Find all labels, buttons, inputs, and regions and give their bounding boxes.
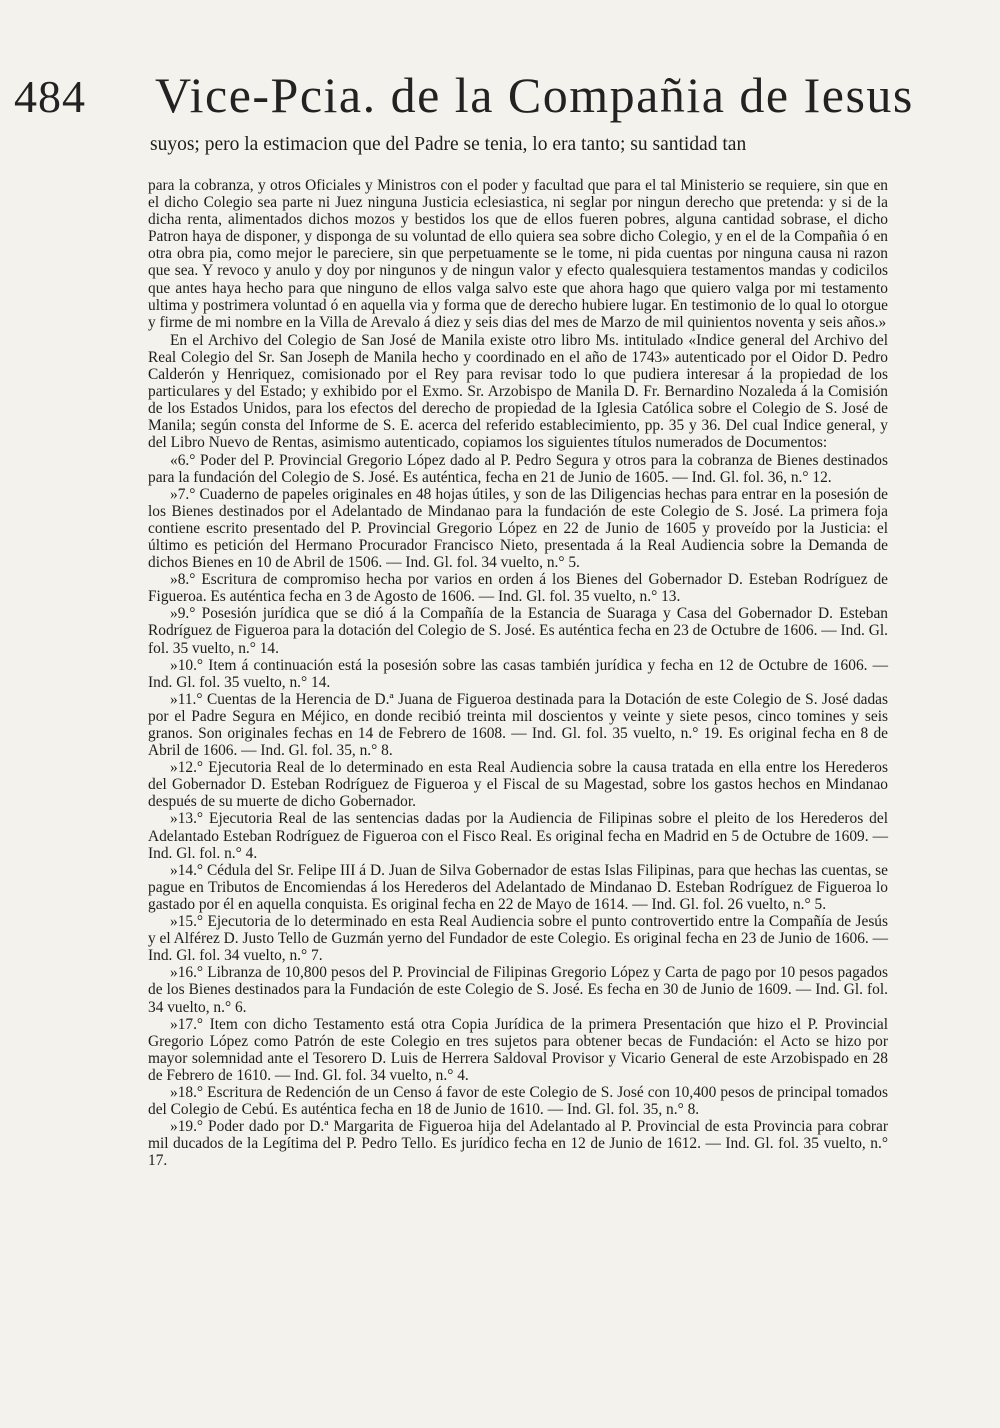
document-entry: »19.° Poder dado por D.ª Margarita de Figueroa hija del Adelantado al P. Provincial de esta Provincia para cobrar mil ducados de la Legítima del P. Pedro Tello. Es jurídico fecha en 12 de Junio de 1612. — Ind. Gl. fol. 35 vuelto, n.° 17.: [148, 1118, 888, 1170]
body-text: [148, 177, 888, 1169]
document-entry: »8.° Escritura de compromiso hecha por varios en orden á los Bienes del Gobernador D. Esteban Rodríguez de Figueroa. Es auténtica fecha en 3 de Agosto de 1606. — Ind. Gl. fol. 35 vuelto, n.° 13.: [148, 571, 888, 606]
document-entry: »14.° Cédula del Sr. Felipe III á D. Juan de Silva Gobernador de estas Islas Filipinas, para que hechas las cuentas, se pague en Tributos de Encomiendas á los Herederos del Adelantado de Mindanao D. Esteban Rodríguez de Figueroa lo gastado por él en aquella conquista. Es original fecha en 22 de Mayo de 1614. — Ind. Gl. fol. 26 vuelto, n.° 5.: [148, 861, 888, 913]
document-entry: »17.° Item con dicho Testamento está otra Copia Jurídica de la primera Presentación que hizo el P. Provincial Gregorio López como Patrón de este Colegio en tres sujetos para obtener becas de Fundación: el Acto se hizo por mayor solemnidad ante el Tesorero D. Luis de Herrera Saldoval Provisor y Vicario General de este Arzobispado en 28 de Febrero de 1610. — Ind. Gl. fol. 34 vuelto, n.° 4.: [148, 1015, 888, 1084]
document-entry: »18.° Escritura de Redención de un Censo á favor de este Colegio de S. José con 10,400 pesos de principal tomados del Colegio de Cebú. Es auténtica fecha en 18 de Junio de 1610. — Ind. Gl. fol. 35, n.° 8.: [148, 1083, 888, 1119]
document-entry: «6.° Poder del P. Provincial Gregorio López dado al P. Pedro Segura y otros para la cobranza de Bienes destinados para la fundación del Colegio de S. José. Es auténtica, fecha en 21 de Junio de 1605. — Ind. Gl. fol. 36, n.° 12.: [148, 451, 888, 486]
page-number: 484: [14, 71, 86, 122]
document-entry: »11.° Cuentas de la Herencia de D.ª Juana de Figueroa destinada para la Dotación de este Colegio de S. José dadas por el Padre Segura en Méjico, en donde recibió treinta mil doscientos y veinte y siete pesos, cinco tomines y seis granos. Son originales fechas en 14 de Febrero de 1608. — Ind. Gl. fol. 35 vuelto, n.° 19. Es original fecha en 8 de Abril de 1606. — Ind. Gl. fol. 35, n.° 8.: [148, 690, 888, 760]
document-entry: »7.° Cuaderno de papeles originales en 48 hojas útiles, y son de las Diligencias hechas para entrar en la posesión de los Bienes destinados por el Adelantado de Mindanao para la fundación de este Colegio de S. José. La primera foja contiene escrito presentado del P. Provincial Gregorio López en 22 de Junio de 1605 y proveído por la Justicia: el último es petición del Hermano Procurador Francisco Nieto, presentada á la Real Audiencia sobre la Demanda de dichos Bienes en 10 de Abril de 1506. — Ind. Gl. fol. 34 vuelto, n.° 5.: [148, 485, 888, 572]
running-title: Vice-Pcia. de la Compañia de Iesus: [155, 67, 914, 123]
document-entry: »10.° Item á continuación está la posesión sobre las casas también jurídica y fecha en 12 de Octubre de 1606. — Ind. Gl. fol. 35 vuelto, n.° 14.: [148, 656, 888, 691]
paragraph-testament-end: para la cobranza, y otros Oficiales y Ministros con el poder y facultad que para el tal Ministerio se requiere, sin que en el dicho Colegio sea parte ni Juez ninguna Justicia eclesiastica, ni seglar por ningun derecho que pretenda: y si de la dicha renta, alimentados dichos mozos y bestidos los que de ellos fueren pobres, alguna cantidad sobrase, el dicho Patron haya de disponer, y disponga de su voluntad de ello quiera sea sobre dicho Colegio, y en el de la Compañia ó en otra obra pia, como mejor le pareciere, sin que perpetuamente se le tome, ni pida cuentas por ninguna causa ni razon que sea. Y revoco y anulo y doy por ningunos y de ningun valor y efecto qualesquiera testamentos mandas y codicilos que antes haya hecho para que ninguno de ellos valga salvo este que ahora hago que quiero valga por mi testamento ultima y postrimera voluntad ó en aquella via y forma que de derecho hubiere lugar. En testimonio de lo qual lo otorgue y firme de mi nombre en la Villa de Arevalo á diez y seis dias del mes de Marzo de mil quinientos noventa y seis años.»: [148, 177, 888, 331]
opening-line: suyos; pero la estimacion que del Padre se tenia, lo era tanto; su santidad tan: [150, 134, 747, 155]
document-entry: »16.° Libranza de 10,800 pesos del P. Provincial de Filipinas Gregorio López y Carta de pago por 10 pesos pagados de los Bienes destinados para la Fundación de este Colegio de S. José. Es fecha en 30 de Junio de 1609. — Ind. Gl. fol. 34 vuelto, n.° 6.: [148, 964, 888, 1016]
document-entry: »9.° Posesión jurídica que se dió á la Compañía de la Estancia de Suaraga y Casa del Gobernador D. Esteban Rodríguez de Figueroa para la dotación del Colegio de S. José. Es auténtica fecha en 23 de Octubre de 1606. — Ind. Gl. fol. 35 vuelto, n.° 14.: [148, 605, 888, 657]
document-entry: »15.° Ejecutoria de lo determinado en esta Real Audiencia sobre el punto controvertido entre la Compañía de Jesús y el Alférez D. Justo Tello de Guzmán yerno del Fundador de este Colegio. Es original fecha en 23 de Junio de 1606. — Ind. Gl. fol. 34 vuelto, n.° 7.: [148, 913, 888, 965]
paragraph-archive-index: En el Archivo del Colegio de San José de Manila existe otro libro Ms. intitulado «Indice general del Archivo del Real Colegio del Sr. San Joseph de Manila hecho y coordinado en el año de 1743» autenticado por el Oidor D. Pedro Calderón y Henriquez, comisionado por el Rey para revisar todo lo que pudiera interesar á la propiedad de los particulares y del Estado; y exhibido por el Exmo. Sr. Arzobispo de Manila D. Fr. Bernardino Nozaleda á la Comisión de los Estados Unidos, para los efectos del derecho de propiedad de la Iglesia Católica sobre el Colegio de S. José de Manila; según consta del Informe de S. E. acerca del referido establecimiento, pp. 35 y 36. Del cual Indice general, y del Libro Nuevo de Rentas, asimismo autenticado, copiamos los siguientes títulos numerados de Documentos:: [148, 331, 888, 452]
document-entry: »13.° Ejecutoria Real de las sentencias dadas por la Audiencia de Filipinas sobre el pleito de los Herederos del Adelantado Esteban Rodríguez de Figueroa con el Fisco Real. Es original fecha en Madrid en 5 de Octubre de 1609. — Ind. Gl. fol. n.° 4.: [148, 810, 888, 862]
document-list: [148, 452, 888, 1170]
document-entry: »12.° Ejecutoria Real de lo determinado en esta Real Audiencia sobre la causa tratada en ella entre los Herederos del Gobernador D. Esteban Rodríguez de Figueroa y el Fiscal de su Magestad, sobre los gastos hechos en Mindanao después de su muerte de dicho Gobernador.: [148, 759, 888, 811]
